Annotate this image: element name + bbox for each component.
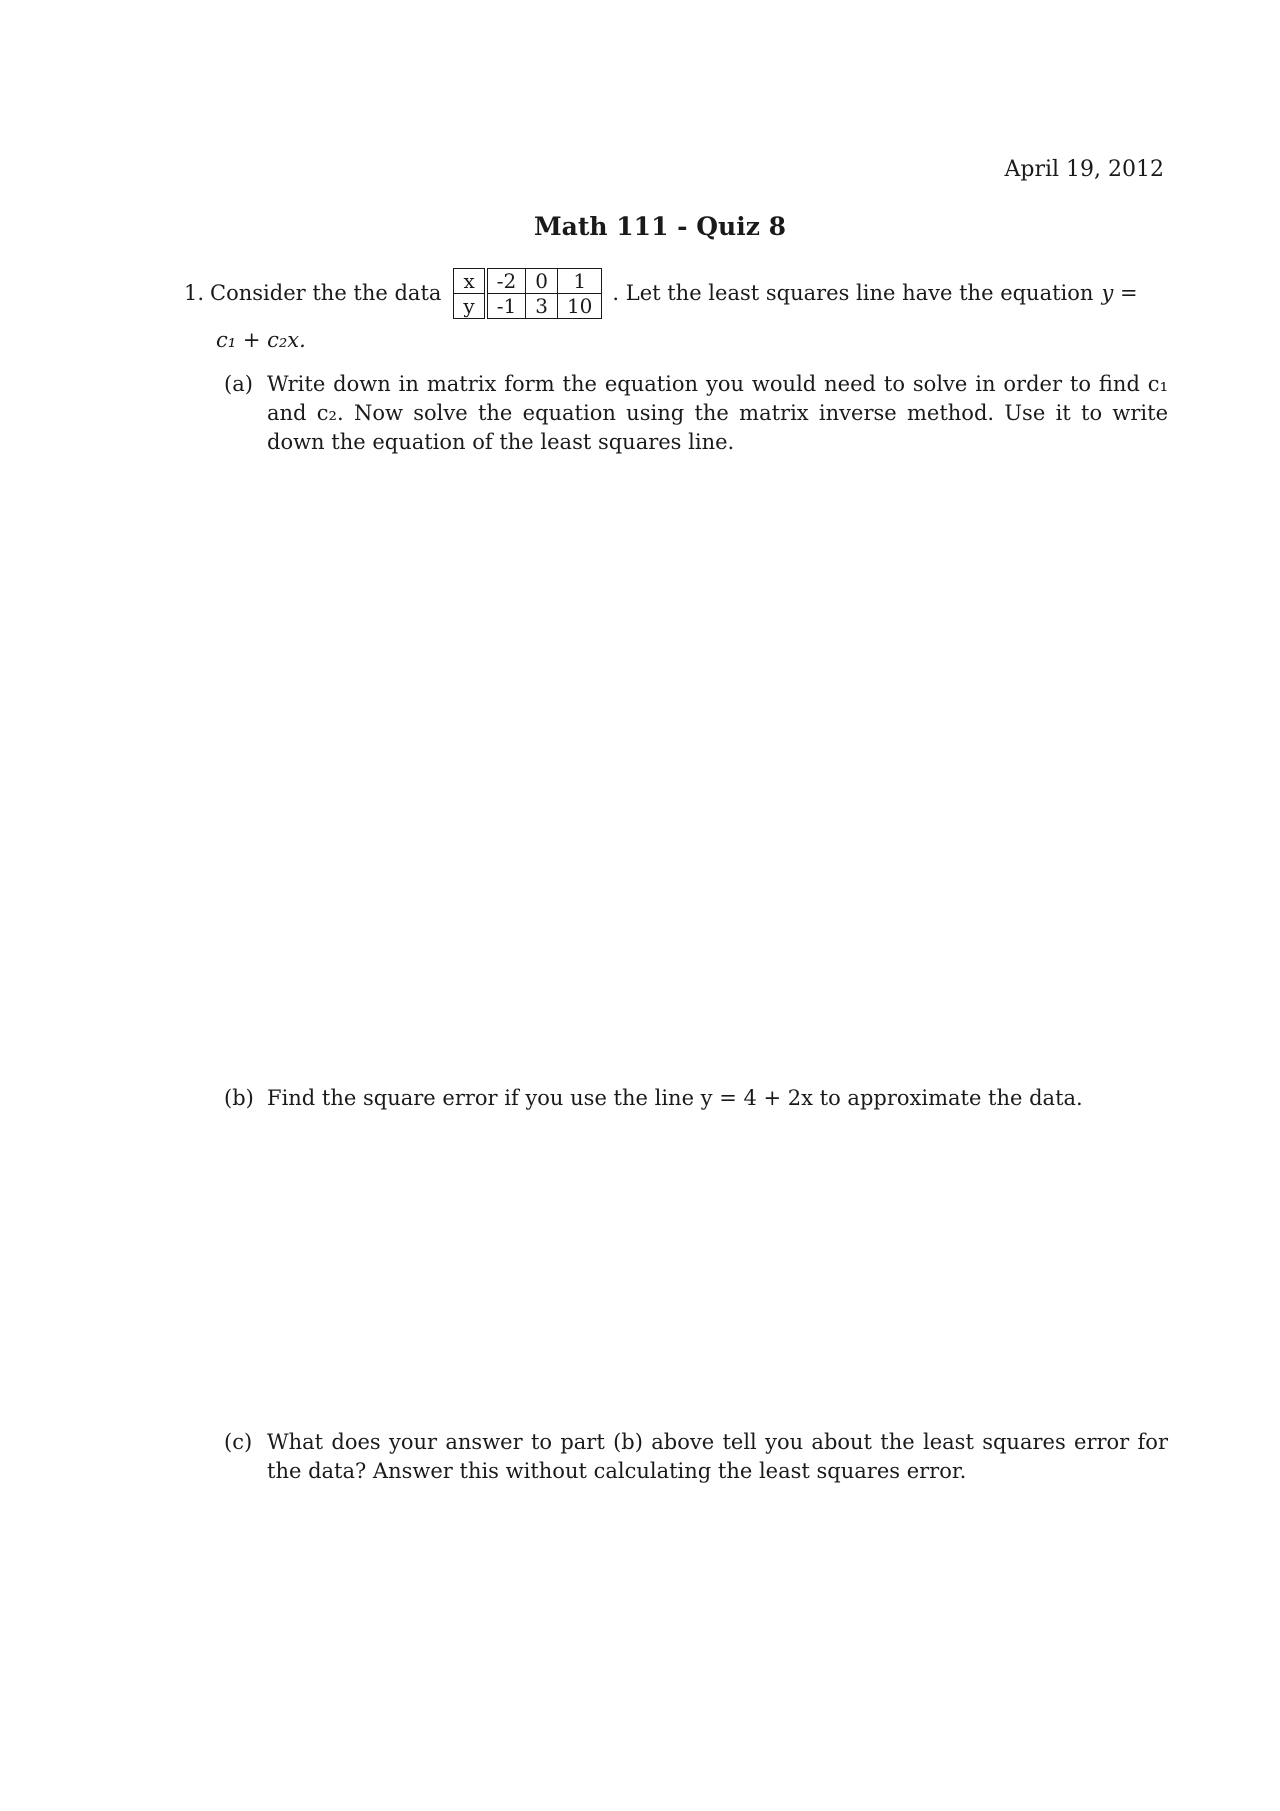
question-after-table: . Let the least squares line have the equation — [612, 281, 1094, 305]
question-intro: Consider the the data — [210, 281, 442, 305]
question-number: 1. — [184, 281, 205, 305]
table-cell: 0 — [526, 269, 558, 294]
page-title: Math 111 - Quiz 8 — [533, 212, 786, 241]
part-b-label: (b) — [224, 1086, 254, 1110]
table-header-x: x — [454, 269, 486, 294]
part-c-text: What does your answer to part (b) above tell you about the least squares error for the data? Answer this without calculating the least squares error. — [267, 1430, 1168, 1483]
table-cell: 3 — [526, 294, 558, 319]
part-c-label: (c) — [224, 1430, 253, 1454]
question-1 — [184, 268, 1164, 354]
table-cell: -2 — [486, 269, 526, 294]
table-row-x — [454, 269, 602, 294]
table-cell: -1 — [486, 294, 526, 319]
part-c — [224, 1428, 1168, 1486]
part-b — [224, 1084, 1168, 1113]
equation-rhs: c₁ + c₂x. — [216, 328, 306, 352]
part-a-text: Write down in matrix form the equation you would need to solve in order to find c₁ and c₂. Now solve the equation using the matrix inverse method. Use it to write down the equation of the least squares line. — [267, 372, 1168, 454]
table-cell: 10 — [557, 294, 601, 319]
equation-lhs: y = — [1101, 281, 1138, 305]
data-table — [453, 268, 602, 319]
part-b-text: Find the square error if you use the line y = 4 + 2x to approximate the data. — [267, 1086, 1083, 1110]
table-row-y — [454, 294, 602, 319]
table-header-y: y — [454, 294, 486, 319]
question-1-line — [184, 268, 1164, 319]
part-a — [224, 370, 1168, 457]
quiz-date: April 19, 2012 — [1004, 157, 1164, 182]
part-a-label: (a) — [224, 372, 253, 396]
table-cell: 1 — [557, 269, 601, 294]
